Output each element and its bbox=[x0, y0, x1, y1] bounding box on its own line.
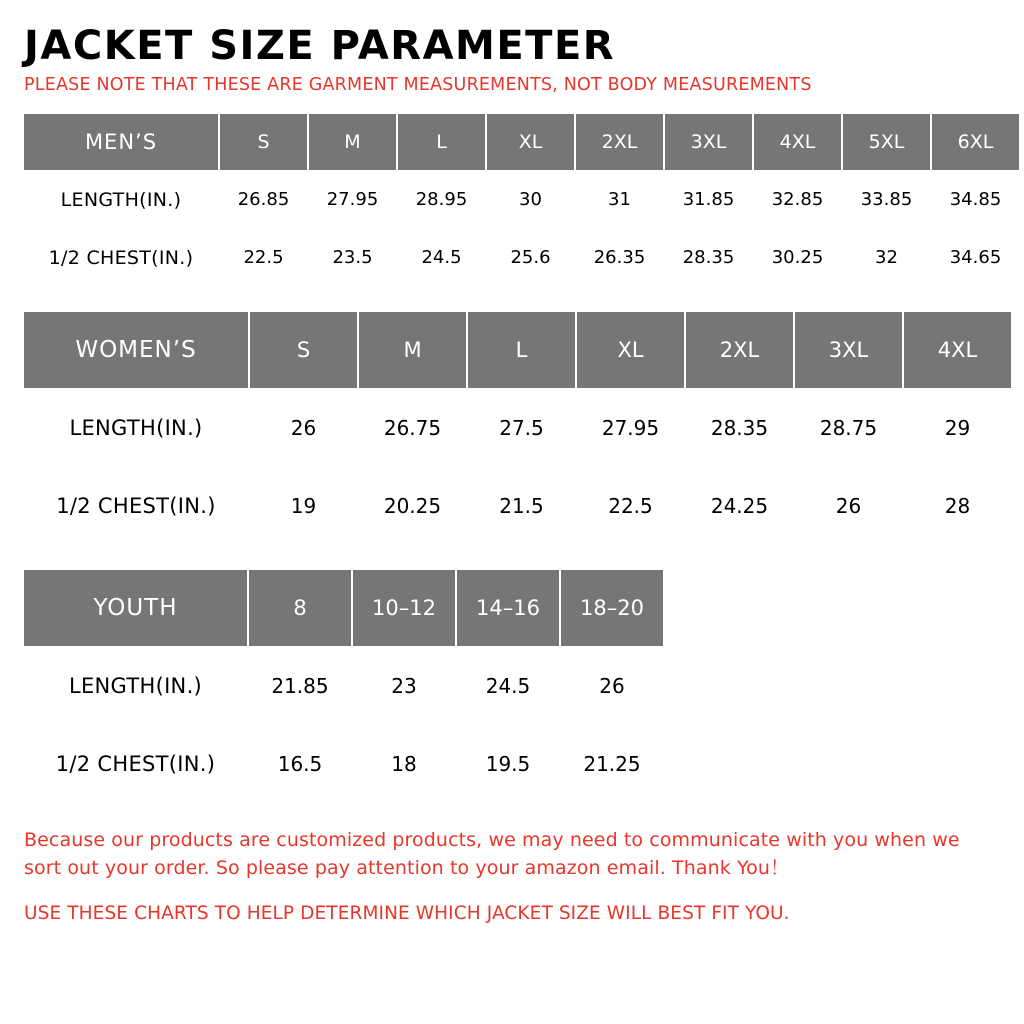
youth-size-table bbox=[22, 568, 665, 804]
value-cell: 28.35 bbox=[664, 229, 753, 287]
size-header-cell: 6XL bbox=[931, 113, 1020, 171]
size-header-cell: S bbox=[249, 311, 358, 389]
table-row bbox=[23, 389, 1012, 467]
value-cell: 27.95 bbox=[308, 171, 397, 229]
value-cell: 22.5 bbox=[576, 467, 685, 545]
footer-usage-note: USE THESE CHARTS TO HELP DETERMINE WHICH JACKET SIZE WILL BEST FIT YOU. bbox=[24, 902, 790, 924]
value-cell: 26.85 bbox=[219, 171, 308, 229]
size-header-cell: 4XL bbox=[753, 113, 842, 171]
page-title: JACKET SIZE PARAMETER bbox=[24, 23, 616, 69]
size-header-cell: 4XL bbox=[903, 311, 1012, 389]
row-label: LENGTH(IN.) bbox=[23, 389, 249, 467]
value-cell: 34.85 bbox=[931, 171, 1020, 229]
size-header-cell: 2XL bbox=[685, 311, 794, 389]
table-header-row bbox=[23, 569, 664, 647]
youth-table-label: YOUTH bbox=[23, 569, 248, 647]
value-cell: 20.25 bbox=[358, 467, 467, 545]
value-cell: 25.6 bbox=[486, 229, 575, 287]
table-header-row bbox=[23, 311, 1012, 389]
value-cell: 23.5 bbox=[308, 229, 397, 287]
size-header-cell: L bbox=[467, 311, 576, 389]
value-cell: 28.95 bbox=[397, 171, 486, 229]
row-label: 1/2 CHEST(IN.) bbox=[23, 467, 249, 545]
value-cell: 18 bbox=[352, 725, 456, 803]
value-cell: 32 bbox=[842, 229, 931, 287]
value-cell: 32.85 bbox=[753, 171, 842, 229]
size-header-cell: 14–16 bbox=[456, 569, 560, 647]
value-cell: 27.5 bbox=[467, 389, 576, 467]
size-header-cell: XL bbox=[486, 113, 575, 171]
value-cell: 28.75 bbox=[794, 389, 903, 467]
value-cell: 31.85 bbox=[664, 171, 753, 229]
size-header-cell: 5XL bbox=[842, 113, 931, 171]
size-header-cell: 3XL bbox=[794, 311, 903, 389]
size-header-cell: XL bbox=[576, 311, 685, 389]
value-cell: 34.65 bbox=[931, 229, 1020, 287]
value-cell: 33.85 bbox=[842, 171, 931, 229]
value-cell: 30.25 bbox=[753, 229, 842, 287]
row-label: 1/2 CHEST(IN.) bbox=[23, 229, 219, 287]
value-cell: 28.35 bbox=[685, 389, 794, 467]
value-cell: 27.95 bbox=[576, 389, 685, 467]
row-label: 1/2 CHEST(IN.) bbox=[23, 725, 248, 803]
table-row bbox=[23, 467, 1012, 545]
size-header-cell: 3XL bbox=[664, 113, 753, 171]
footer-customization-note: Because our products are customized products, we may need to communicate with you when we sort out your order. So please pay attention to your amazon email. Thank You！ bbox=[24, 828, 960, 880]
value-cell: 26.75 bbox=[358, 389, 467, 467]
table-row bbox=[23, 725, 664, 803]
mens-size-table bbox=[22, 112, 1021, 288]
value-cell: 24.5 bbox=[397, 229, 486, 287]
size-header-cell: M bbox=[308, 113, 397, 171]
size-header-cell: 18–20 bbox=[560, 569, 664, 647]
table-row bbox=[23, 171, 1020, 229]
value-cell: 30 bbox=[486, 171, 575, 229]
row-label: LENGTH(IN.) bbox=[23, 171, 219, 229]
row-label: LENGTH(IN.) bbox=[23, 647, 248, 725]
measurement-note: PLEASE NOTE THAT THESE ARE GARMENT MEASUREMENTS, NOT BODY MEASUREMENTS bbox=[24, 75, 812, 95]
size-header-cell: M bbox=[358, 311, 467, 389]
womens-table-label: WOMEN’S bbox=[23, 311, 249, 389]
value-cell: 26 bbox=[249, 389, 358, 467]
value-cell: 19.5 bbox=[456, 725, 560, 803]
value-cell: 26 bbox=[794, 467, 903, 545]
size-header-cell: S bbox=[219, 113, 308, 171]
value-cell: 21.85 bbox=[248, 647, 352, 725]
table-row bbox=[23, 229, 1020, 287]
value-cell: 21.5 bbox=[467, 467, 576, 545]
mens-table-label: MEN’S bbox=[23, 113, 219, 171]
value-cell: 29 bbox=[903, 389, 1012, 467]
value-cell: 24.5 bbox=[456, 647, 560, 725]
value-cell: 24.25 bbox=[685, 467, 794, 545]
value-cell: 28 bbox=[903, 467, 1012, 545]
value-cell: 21.25 bbox=[560, 725, 664, 803]
value-cell: 26.35 bbox=[575, 229, 664, 287]
size-header-cell: 2XL bbox=[575, 113, 664, 171]
table-row bbox=[23, 647, 664, 725]
value-cell: 22.5 bbox=[219, 229, 308, 287]
table-header-row bbox=[23, 113, 1020, 171]
value-cell: 19 bbox=[249, 467, 358, 545]
size-header-cell: L bbox=[397, 113, 486, 171]
size-header-cell: 8 bbox=[248, 569, 352, 647]
womens-size-table bbox=[22, 310, 1013, 546]
value-cell: 23 bbox=[352, 647, 456, 725]
size-header-cell: 10–12 bbox=[352, 569, 456, 647]
value-cell: 16.5 bbox=[248, 725, 352, 803]
value-cell: 31 bbox=[575, 171, 664, 229]
value-cell: 26 bbox=[560, 647, 664, 725]
